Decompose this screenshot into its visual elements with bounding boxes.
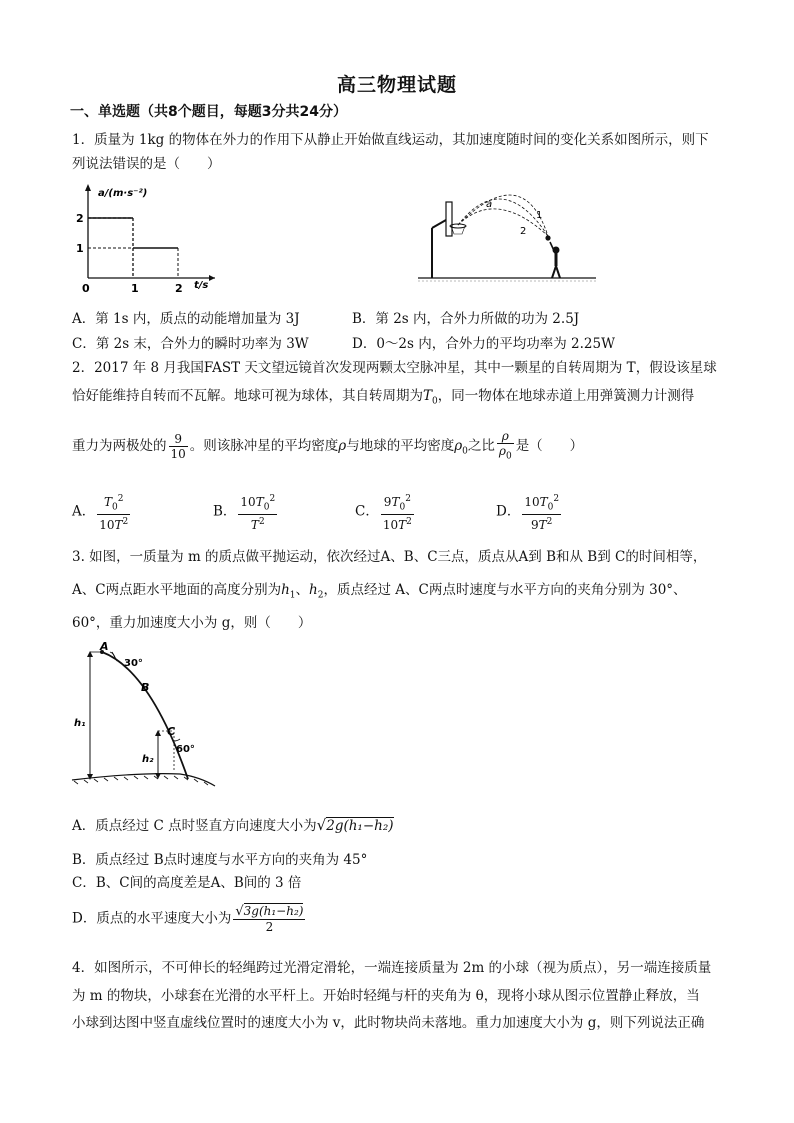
- q2-option-c[interactable]: C． $\frac{9T_0^2}{10T^2}$: [355, 494, 412, 533]
- q1-graph-ylabel: a/(m·s⁻²): [98, 188, 148, 199]
- q3-stem-line1: 3. 如图，一质量为 m 的质点做平抛运动，依次经过A、B、C三点，质点从A到 B和从 B到 C的时间相等，: [72, 549, 707, 565]
- q1-option-c[interactable]: C．第 2s 末，合外力的瞬时功率为 3W: [72, 336, 309, 352]
- traj-label-a: a: [486, 199, 493, 210]
- q3-projectile-figure: [70, 640, 220, 790]
- q1-graph-xtick-0: 0: [82, 282, 90, 295]
- q4-stem-line3: 小球到达图中竖直虚线位置时的速度大小为 v，此时物块尚未落地。重力加速度大小为 g，则下列说法正确: [72, 1015, 705, 1031]
- q2-option-d[interactable]: D． $\frac{10T_0^2}{9T^2}$: [496, 494, 560, 533]
- q3-label-60deg: 60°: [176, 744, 195, 755]
- q3-option-b[interactable]: B．质点经过 B点时速度与水平方向的夹角为 45°: [72, 852, 368, 868]
- q2-stem-line1: 2．2017 年 8 月我国FAST 天文望远镜首次发现两颗太空脉冲星，其中一颗星的自转周期为 T，假设该星球: [72, 360, 717, 376]
- q1-graph-xlabel: t/s: [194, 280, 209, 291]
- q3-option-d[interactable]: D．质点的水平速度大小为 $\frac{\text{√3g(h₁−h₂)}}{2}$: [72, 904, 304, 934]
- q3-label-c: C: [167, 725, 176, 738]
- page-title: 高三物理试题: [336, 74, 457, 96]
- q2-stem-line3: 重力为两极处的 $\frac{9}{10}$ 。则该脉冲星的平均密度ρ与地球的平均密度$\rho_0$之比 $\frac{\rho}{\rho_0}$ 是（ ）: [72, 429, 584, 462]
- q3-option-a[interactable]: A．质点经过 C 点时竖直方向速度大小为√2g(h₁−h₂): [72, 816, 394, 834]
- trajectory-1: [458, 195, 548, 236]
- ball: [545, 235, 550, 240]
- q1-option-b[interactable]: B．第 2s 内，合外力所做的功为 2.5J: [352, 311, 580, 327]
- traj-label-1: 1: [536, 210, 543, 221]
- q1-option-a[interactable]: A．第 1s 内，质点的动能增加量为 3J: [72, 311, 300, 327]
- q2-fraction-nine-tenths: $\frac{9}{10}$: [170, 432, 186, 461]
- q1-option-d[interactable]: D．0～2s 内，合外力的平均功率为 2.25W: [352, 336, 615, 352]
- q3-label-b: B: [141, 681, 150, 694]
- traj-label-2: 2: [520, 226, 527, 237]
- q3-stem-line2: A、C两点距水平地面的高度分别为$h_1$、$h_2$，质点经过 A、C两点时速度与水平方向的夹角分别为 30°、: [72, 582, 687, 601]
- q3-label-30deg: 30°: [124, 658, 143, 669]
- q1-basketball-figure: [418, 180, 598, 290]
- q3-label-h2: h₂: [142, 754, 154, 765]
- q3-stem-line3: 60°，重力加速度大小为 g，则（ ）: [72, 615, 312, 631]
- q4-stem-line2: 为 m 的物块，小球套在光滑的水平杆上。开始时轻绳与杆的夹角为 θ，现将小球从图示位置静止释放，当: [72, 988, 700, 1004]
- q3-option-c[interactable]: C．B、C间的高度差是A、B间的 3 倍: [72, 875, 302, 891]
- q2-density-ratio: $\frac{\rho}{\rho_0}$: [498, 429, 512, 462]
- q3-option-d-fraction: $\frac{\text{√3g(h₁−h₂)}}{2}$: [235, 904, 304, 934]
- q2-stem-line2: 恰好能维持自转而不瓦解。地球可视为球体，其自转周期为$T_0$，同一物体在地球赤道上用弹簧测力计测得: [72, 388, 695, 407]
- trajectory-a: [458, 199, 548, 236]
- q1-stem-line2: 列说法错误的是（ ）: [72, 156, 221, 172]
- q3-label-a: A: [100, 640, 109, 653]
- section-heading: 一、单选题（共8个题目，每题3分共24分）: [70, 104, 347, 120]
- q1-graph-ytick-1: 1: [76, 242, 84, 255]
- q1-graph-xtick-1: 1: [131, 282, 139, 295]
- q3-label-h1: h₁: [74, 718, 86, 729]
- q1-graph-ytick-2: 2: [76, 212, 84, 225]
- q4-stem-line1: 4．如图所示，不可伸长的轻绳跨过光滑定滑轮，一端连接质量为 2m 的小球（视为质点），另一端连接质量: [72, 960, 712, 976]
- trajectory-2: [458, 209, 548, 236]
- q2-option-a[interactable]: A． $\frac{T_0^2}{10T^2}$: [72, 494, 129, 533]
- player-figure: [550, 242, 560, 278]
- q1-graph-xtick-2: 2: [175, 282, 183, 295]
- q1-stem-line1: 1．质量为 1kg 的物体在外力的作用下从静止开始做直线运动，其加速度随时间的变化关系如图所示，则下: [72, 132, 709, 148]
- q2-option-b[interactable]: B． $\frac{10T_0^2}{T^2}$: [213, 494, 276, 533]
- q1-acceleration-graph: [70, 180, 220, 295]
